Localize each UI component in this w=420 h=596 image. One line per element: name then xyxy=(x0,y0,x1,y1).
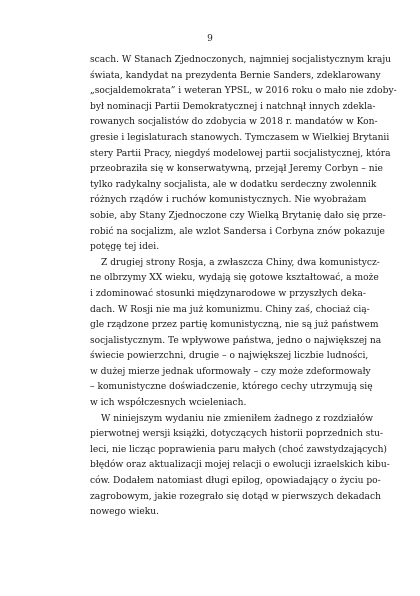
text-line: – komunistyczne doświadczenie, którego cechy utrzymują się xyxy=(90,382,373,393)
text-line: świata, kandydat na prezydenta Bernie Sanders, zdeklarowany xyxy=(90,70,381,81)
text-line: zagrobowym, jakie rozegrało się dotąd w pierwszych dekadach xyxy=(90,491,381,502)
text-line: dach. W Rosji nie ma już komunizmu. Chiny zaś, chociaż cią- xyxy=(90,304,370,315)
text-line: ne olbrzymy XX wieku, wydają się gotowe kształtować, a może xyxy=(90,273,379,284)
text-line: scach. W Stanach Zjednoczonych, najmniej socjalistycznym kraju xyxy=(90,55,392,65)
paragraph xyxy=(90,412,390,521)
text-line: pierwotnej wersji książki, dotyczących historii poprzednich stu- xyxy=(90,429,384,440)
text-line: W niniejszym wydaniu nie zmieniłem żadnego z rozdziałów xyxy=(101,413,374,424)
text-line: różnych rządów i ruchów komunistycznych. Nie wyobrażam xyxy=(90,195,367,206)
text-line: rowanych socjalistów do zdobycia w 2018 r. mandatów w Kon- xyxy=(90,117,378,128)
text-line: sobie, aby Stany Zjednoczone czy Wielką Brytanię dało się prze- xyxy=(90,210,386,221)
text-line: robić na socjalizm, ale wzlot Sandersa i Corbyna znów pokazuje xyxy=(90,226,385,237)
text-line: stery Partii Pracy, niegdyś modelowej partii socjalistycznej, która xyxy=(90,148,391,159)
body-text xyxy=(90,53,397,521)
text-line: błędów oraz aktualizacji mojej relacji o ewolucji izraelskich kibu- xyxy=(90,460,390,471)
text-line: leci, nie licząc poprawienia paru małych (choć zawstydzających) xyxy=(90,444,387,455)
paragraph xyxy=(90,53,397,256)
text-line: ców. Dodałem natomiast długi epilog, opowiadający o życiu po- xyxy=(90,476,381,487)
page-number: 9 xyxy=(207,34,213,44)
text-line: „socjaldemokrata” i weteran YPSL, w 2016 roku o mało nie zdoby- xyxy=(90,86,397,97)
text-line: w ich współczesnych wcieleniach. xyxy=(90,398,247,409)
text-line: tylko radykalny socjalista, ale w dodatku serdeczny zwolennik xyxy=(90,179,377,190)
paragraph xyxy=(90,256,382,412)
text-line: nowego wieku. xyxy=(90,507,160,518)
text-line: świecie powierzchni, drugie – o największej liczbie ludności, xyxy=(90,351,369,362)
text-line: i zdominować stosunki międzynarodowe w przyszłych deka- xyxy=(90,288,366,299)
text-line: gle rządzone przez partię komunistyczną, nie są już państwem xyxy=(90,320,379,331)
text-line: potęgę tej idei. xyxy=(90,242,160,253)
text-line: socjalistycznym. Te wpływowe państwa, jedno o największej na xyxy=(90,335,382,346)
text-line: był nominacji Partii Demokratycznej i natchnął innych zdekla- xyxy=(90,101,376,112)
text-line: Z drugiej strony Rosja, a zwłaszcza Chiny, dwa komunistycz- xyxy=(101,257,380,268)
text-line: przeobraziła się w konserwatywną, przejął Jeremy Corbyn – nie xyxy=(90,164,383,175)
text-line: gresie i legislaturach stanowych. Tymczasem w Wielkiej Brytanii xyxy=(90,132,390,143)
text-line: w dużej mierze jednak uformowały – czy może zdeformowały xyxy=(90,366,371,377)
